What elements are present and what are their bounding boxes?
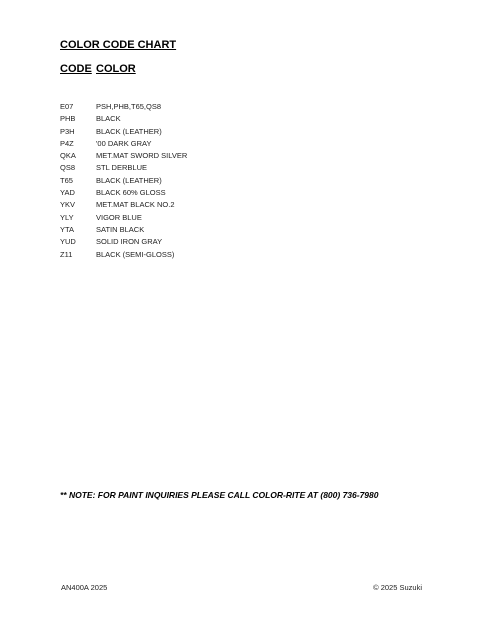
paint-inquiry-note: ** NOTE: FOR PAINT INQUIRIES PLEASE CALL COLOR-RITE AT (800) 736-7980 bbox=[60, 490, 379, 500]
table-row bbox=[60, 224, 187, 236]
row-code: QS8 bbox=[60, 163, 76, 173]
table-row bbox=[60, 187, 187, 199]
row-color: STL DERBLUE bbox=[96, 163, 147, 173]
row-code: YKV bbox=[60, 200, 76, 210]
row-code: P4Z bbox=[60, 138, 74, 148]
table-row bbox=[60, 101, 187, 113]
row-color: '00 DARK GRAY bbox=[96, 138, 152, 148]
row-code: YUD bbox=[60, 237, 76, 247]
table-row bbox=[60, 138, 187, 150]
row-color: BLACK (LEATHER) bbox=[96, 175, 162, 185]
color-header: COLOR bbox=[96, 63, 136, 75]
table-row bbox=[60, 249, 187, 261]
row-code: YAD bbox=[60, 188, 75, 198]
table-row bbox=[60, 113, 187, 125]
row-color: PSH,PHB,T65,QS8 bbox=[96, 102, 162, 111]
row-code: T65 bbox=[60, 175, 73, 185]
row-color: SATIN BLACK bbox=[96, 224, 145, 234]
row-color: BLACK (SEMI-GLOSS) bbox=[96, 249, 175, 259]
chart-title: COLOR CODE CHART bbox=[60, 39, 177, 51]
row-color: MET.MAT BLACK NO.2 bbox=[96, 200, 175, 210]
table-row bbox=[60, 162, 187, 174]
footer-copyright: © 2025 Suzuki bbox=[373, 583, 422, 592]
row-code: YTA bbox=[60, 224, 75, 234]
row-code: QKA bbox=[60, 151, 76, 161]
row-code: YLY bbox=[60, 212, 74, 222]
table-row bbox=[60, 212, 187, 224]
color-code-table bbox=[60, 101, 187, 261]
code-header: CODE bbox=[60, 63, 92, 75]
table-row bbox=[60, 175, 187, 187]
row-color: SOLID IRON GRAY bbox=[96, 237, 163, 247]
row-color: BLACK 60% GLOSS bbox=[96, 188, 166, 198]
table-row bbox=[60, 236, 187, 248]
table-row bbox=[60, 150, 187, 162]
row-code: Z11 bbox=[60, 249, 73, 259]
row-code: PHB bbox=[60, 114, 76, 124]
footer-model-year: AN400A 2025 bbox=[61, 583, 108, 592]
row-color: BLACK bbox=[96, 114, 121, 124]
row-color: VIGOR BLUE bbox=[96, 212, 142, 222]
row-color: BLACK (LEATHER) bbox=[96, 126, 162, 136]
column-headers bbox=[60, 63, 136, 75]
row-code: E07 bbox=[60, 102, 74, 111]
table-row bbox=[60, 199, 187, 211]
row-color: MET.MAT SWORD SILVER bbox=[96, 151, 188, 161]
table-row bbox=[60, 126, 187, 138]
row-code: P3H bbox=[60, 126, 75, 136]
